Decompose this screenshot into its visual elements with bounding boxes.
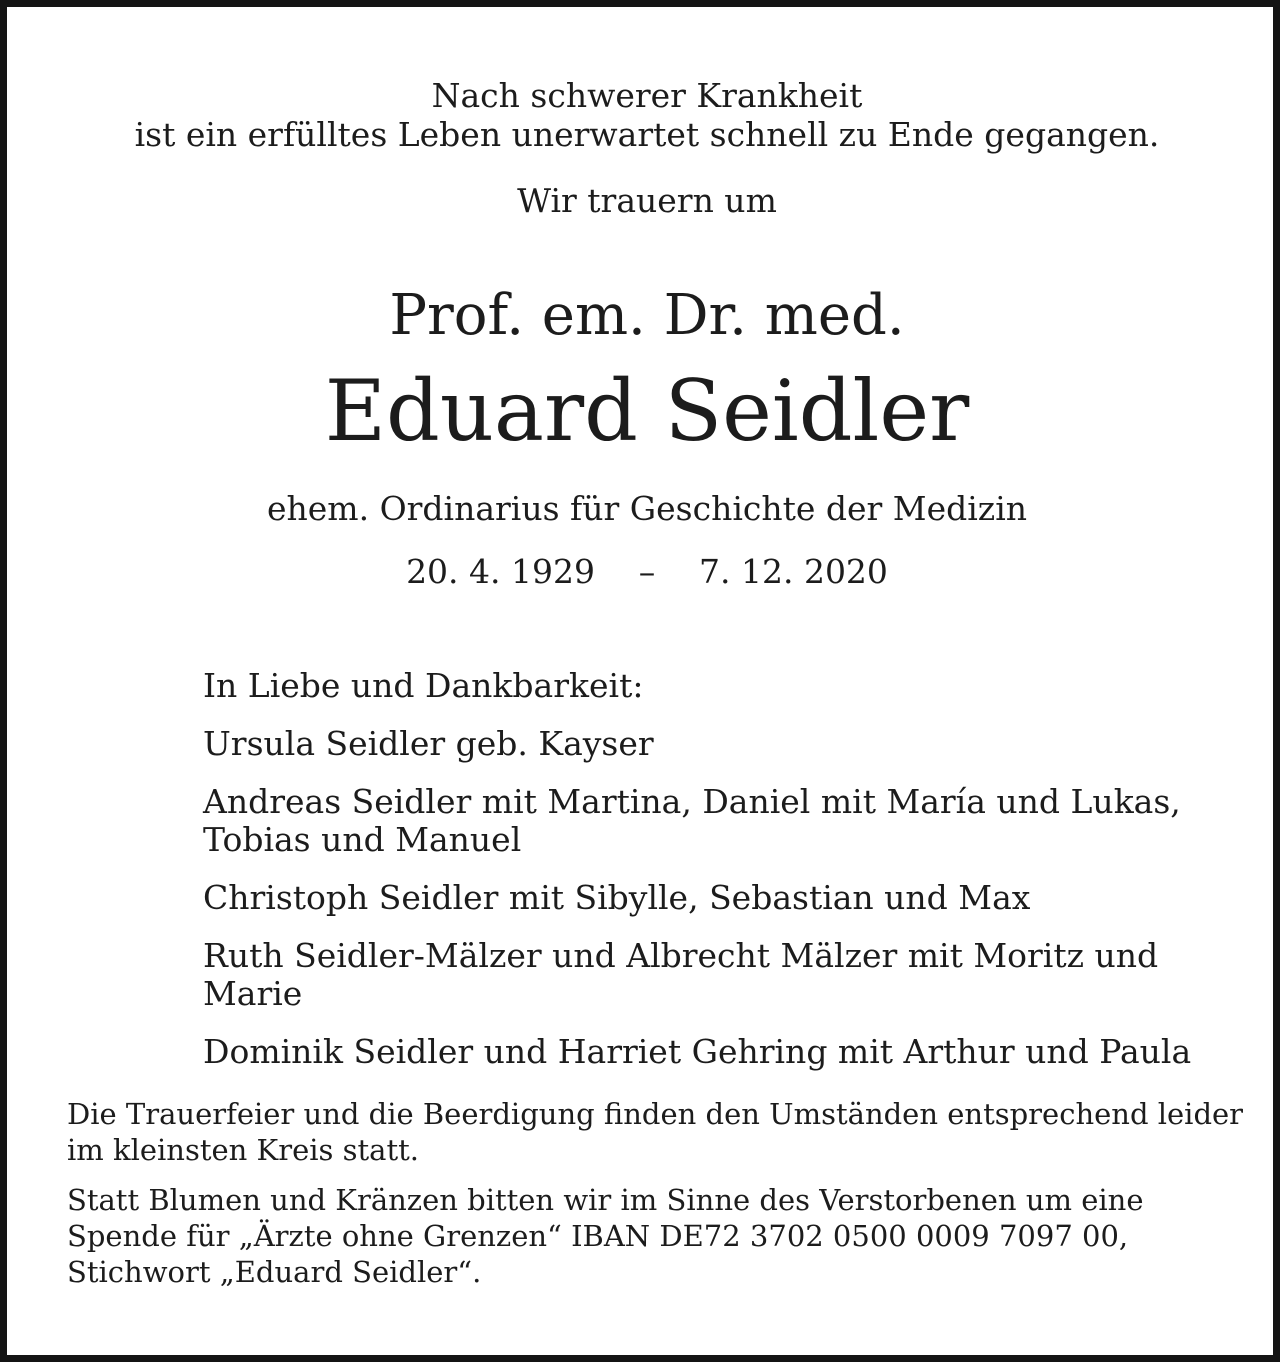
deceased-name: Eduard Seidler	[324, 362, 970, 460]
mourner-entry	[203, 937, 1243, 1013]
mourner-line: Ursula Seidler geb. Kayser	[203, 724, 654, 763]
life-dates	[7, 552, 1280, 592]
funeral-note: Die Trauerfeier und die Beerdigung finden den Umständen entsprechend leider im kleinsten Kreis statt.	[67, 1097, 1244, 1167]
mourner-entry	[203, 783, 1243, 859]
mourners-list	[203, 667, 1243, 1091]
deceased-role: ehem. Ordinarius für Geschichte der Medizin	[267, 489, 1027, 528]
mourner-entry	[203, 1033, 1243, 1071]
mourner-line: Dominik Seidler und Harriet Gehring mit Arthur und Paula	[203, 1032, 1192, 1071]
academic-title: Prof. em. Dr. med.	[389, 283, 905, 348]
birth-date: 20. 4. 1929	[406, 552, 595, 591]
mourner-line: Christoph Seidler mit Sibylle, Sebastian und Max	[203, 878, 1031, 917]
intro-line-1: Nach schwerer Krankheit	[431, 76, 863, 115]
mourner-entry	[203, 725, 1243, 763]
mourner-line: Andreas Seidler mit Martina, Daniel mit María und Lukas,	[203, 782, 1181, 821]
intro-line-2: ist ein erfülltes Leben unerwartet schnell zu Ende gegangen.	[134, 115, 1160, 154]
intro-text	[7, 76, 1280, 154]
notes	[67, 1096, 1247, 1304]
donation-note: Statt Blumen und Kränzen bitten wir im Sinne des Verstorbenen um eine Spende für „Ärzte ohne Grenzen“ IBAN DE72 3702 0500 0009 7097 00, Stichwort „Eduard Seidler“.	[67, 1183, 1144, 1289]
mourner-line: Ruth Seidler-Mälzer und Albrecht Mälzer mit Moritz und Marie	[203, 936, 1159, 1013]
death-date: 7. 12. 2020	[699, 552, 888, 591]
date-dash: –	[638, 552, 656, 591]
mourner-entry	[203, 879, 1243, 917]
mourn-line: Wir trauern um	[517, 181, 777, 220]
mourners-heading: In Liebe und Dankbarkeit:	[203, 666, 644, 705]
mourner-line: Tobias und Manuel	[203, 820, 522, 859]
